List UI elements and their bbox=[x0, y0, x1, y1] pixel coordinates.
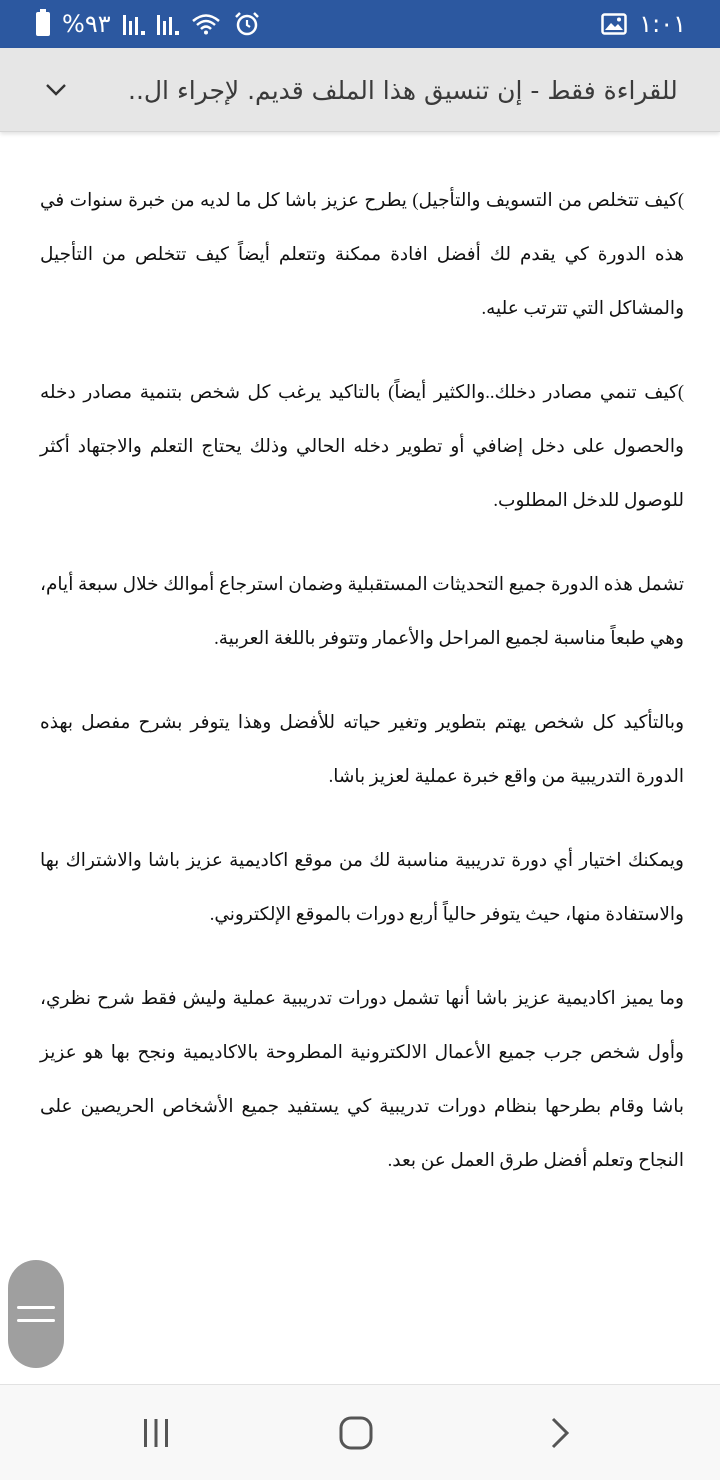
document-body[interactable] bbox=[0, 134, 720, 1384]
drag-handle-icon bbox=[17, 1306, 55, 1309]
read-only-banner: للقراءة فقط - إن تنسيق هذا الملف قديم. لإجراء ال.. bbox=[128, 75, 678, 105]
expand-button[interactable] bbox=[36, 72, 76, 108]
clock: ١:٠١ bbox=[639, 10, 686, 38]
drag-handle-icon-line bbox=[17, 1319, 55, 1322]
paragraph: تشمل هذه الدورة جميع التحديثات المستقبلية وضمان استرجاع أموالك خلال سبعة أيام، وهي طبعاً مناسبة لجميع المراحل والأعمار وتتوفر باللغة العربية. bbox=[40, 575, 684, 649]
wifi-icon bbox=[191, 12, 221, 36]
paragraph: ويمكنك اختيار أي دورة تدريبية مناسبة لك من موقع اكاديمية عزيز باشا والاشتراك بها والاستفادة منها، حيث يتوفر حالياً أربع دورات بالموقع الإلكتروني. bbox=[40, 851, 684, 925]
chevron-down-icon bbox=[44, 82, 68, 98]
recent-apps-icon bbox=[140, 1417, 172, 1449]
battery-icon bbox=[36, 12, 50, 36]
scroll-handle[interactable] bbox=[8, 1260, 64, 1368]
status-right bbox=[601, 10, 686, 38]
back-icon bbox=[548, 1416, 572, 1450]
status-bar bbox=[0, 0, 720, 48]
alarm-icon bbox=[233, 11, 261, 37]
paragraph: )كيف تتخلص من التسويف والتأجيل) يطرح عزيز باشا كل ما لديه من خبرة سنوات في هذه الدورة كي يقدم لك أفضل افادة ممكنة وتتعلم أيضاً كيف تتخلص من التأجيل والمشاكل التي تترتب عليه. bbox=[40, 191, 684, 319]
paragraph: وما يميز اكاديمية عزيز باشا أنها تشمل دورات تدريبية عملية وليش فقط شرح نظري، وأول شخص جرب جميع الأعمال الالكترونية المطروحة بالاكاديمية ونجح بها هو عزيز باشا وقام بطرحها بنظام دورات تدريبية كي يستفيد جميع الأشخاص الحريصين على النجاح وتعلم أفضل طرق العمل عن بعد. bbox=[40, 989, 684, 1171]
signal-icon bbox=[123, 13, 145, 35]
battery-percent: %٩٣ bbox=[62, 10, 111, 38]
home-button[interactable] bbox=[296, 1385, 416, 1481]
back-button[interactable] bbox=[500, 1385, 620, 1481]
navigation-bar bbox=[0, 1384, 720, 1480]
status-left bbox=[36, 10, 261, 38]
document-header bbox=[0, 48, 720, 132]
paragraph: )كيف تنمي مصادر دخلك..والكثير أيضاً) بالتاكيد يرغب كل شخص بتنمية مصادر دخله والحصول على دخل إضافي أو تطوير دخله الحالي وذلك يحتاج التعلم والاجتهاد أكثر للوصول للدخل المطلوب. bbox=[40, 383, 684, 511]
signal-icon-2 bbox=[157, 13, 179, 35]
paragraph: وبالتأكيد كل شخص يهتم بتطوير وتغير حياته للأفضل وهذا يتوفر بشرح مفصل بهذه الدورة التدريبية من واقع خبرة عملية لعزيز باشا. bbox=[40, 713, 684, 787]
image-icon bbox=[601, 13, 627, 35]
home-icon bbox=[338, 1415, 374, 1451]
recent-apps-button[interactable] bbox=[96, 1385, 216, 1481]
